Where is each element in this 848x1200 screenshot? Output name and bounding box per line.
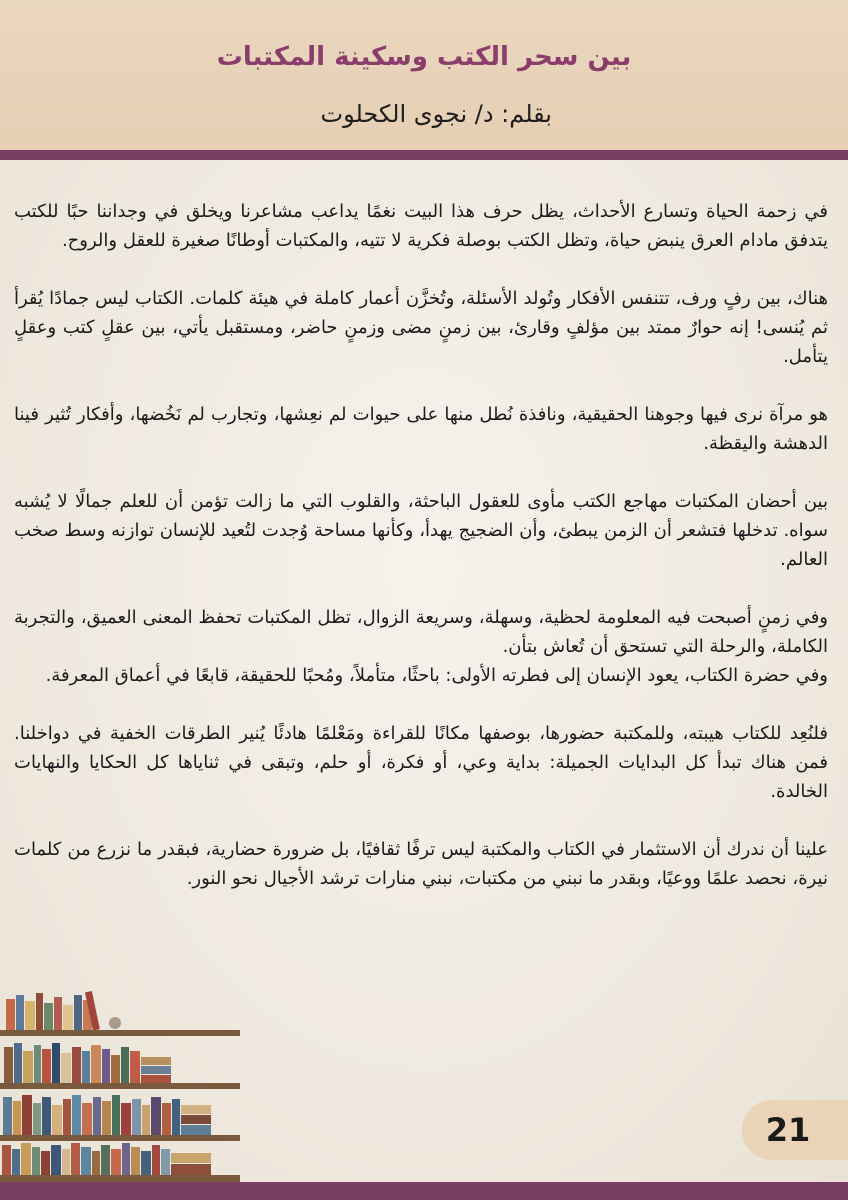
paragraph: بين أحضان المكتبات مهاجع الكتب مأوى للعقول الباحثة، والقلوب التي ما زالت تؤمن أن للعلم جمالًا لا يُشبه سواه. تدخلها فتشعر أن الزمن يبطئ، وأن الضجيج يهدأ، وكأنها مساحة وُجدت لتُعيد للإنسان توازنه وسط صخب العالم. (14, 491, 828, 570)
book-row-bottom (2, 1143, 211, 1175)
paragraph: هناك، بين رفٍ ورف، تتنفس الأفكار وتُولد الأسئلة، وتُخزَّن أعمار كاملة في هيئة كلمات. الكتاب ليس جمادًا يُقرأ ثم يُنسى! إنه حوارٌ ممتد بين مؤلفٍ وقارئ، بين زمنٍ مضى وزمنٍ حاضر، ومستقبل يأتي، بين عقلٍ كتب وعقلٍ يتأمل. (14, 288, 828, 367)
author-byline: بقلم: د/ نجوى الكحلوت (320, 100, 552, 128)
shelf-plank (0, 1083, 240, 1089)
bottom-divider-band (0, 1182, 848, 1200)
paragraph: فلنُعِد للكتاب هيبته، وللمكتبة حضورها، بوصفها مكانًا للقراءة ومَعْلمًا هادئًا يُنير الطرقات الخفية في دواخلنا. فمن هناك تبدأ كل البدايات الجميلة: بداية وعي، أو فكرة، أو حلم، وتبقى في ثناياها كل الحكايا والنهايات الخالدة. (14, 723, 828, 802)
paragraph: وفي حضرة الكتاب، يعود الإنسان إلى فطرته الأولى: باحثًا، متأملاً، ومُحبًا للحقيقة، قابعًا في أعماق المعرفة. (45, 665, 828, 686)
paragraph: في زحمة الحياة وتسارع الأحداث، يظل حرف هذا البيت نغمًا يداعب مشاعرنا ويخلق في وجداننا حبًا للكتب يتدفق مادام العرق ينبض حياة، وتظل الكتب بوصلة فكرية لا تتيه، والمكتبات أوطانًا صغيرة للعقل والروح. (14, 201, 828, 251)
paragraph: علينا أن ندرك أن الاستثمار في الكتاب والمكتبة ليس ترفًا ثقافيًا، بل ضرورة حضارية، فبقدر ما نزرع من كلمات نيرة، نحصد علمًا ووعيًا، وبقدر ما نبني من مكتبات، نبني منارات ترشد الأجيال نحو النور. (14, 839, 828, 889)
page-number: 21 (765, 1111, 811, 1149)
paragraph: وفي زمنٍ أصبحت فيه المعلومة لحظية، وسهلة، وسريعة الزوال، تظل المكتبات تحفظ المعنى العميق، والتجربة الكاملة، والرحلة التي تستحق أن تُعاش بتأن. (14, 607, 828, 657)
paragraph: هو مرآة نرى فيها وجوهنا الحقيقية، ونافذة نُطل منها على حيوات لم نعِشها، وتجارب لم نَخُضها، وأفكار تُثير فينا الدهشة واليقظة. (14, 404, 828, 454)
shelf-plank (0, 1030, 240, 1036)
page-title: بين سحر الكتب وسكينة المكتبات (216, 42, 632, 72)
article-body (14, 197, 828, 922)
book-row-middle (4, 1043, 171, 1083)
shelf-plank (0, 1175, 240, 1182)
bookshelf-illustration (0, 985, 250, 1182)
shelf-plank (0, 1135, 240, 1141)
book-row-top (6, 991, 121, 1031)
book-row-lower (3, 1095, 211, 1135)
top-divider-band (0, 150, 848, 160)
